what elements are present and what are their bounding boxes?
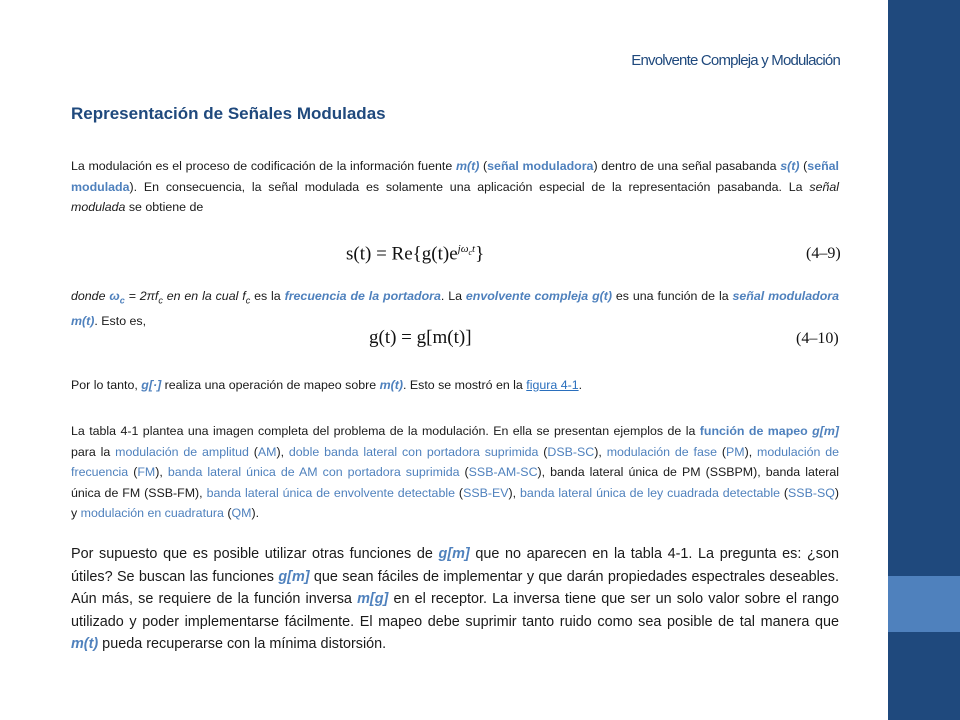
section-title: Representación de Señales Moduladas <box>71 104 386 123</box>
paragraph-donde: donde $\omega_c = 2\pi f_c$ en en la cual $f_c$ es la frecuencia de la portadora. La envolvente compleja g(t) es una función de la señal moduladora m(t). Esto es, <box>71 289 839 328</box>
equation-4-10: g(t) = g[m(t)] <box>369 327 472 348</box>
slide-header-title: Envolvente Compleja y Modulación <box>631 52 840 69</box>
sidebar-accent-block <box>888 576 960 632</box>
equation-4-9-number: (4–9) <box>806 245 841 262</box>
equation-4-9: $s(t) = Re\{g(t)e^{j\omega_ct}\}$ <box>346 243 485 265</box>
paragraph-intro: La modulación es el proceso de codificación de la información fuente m(t) (señal moduladora) dentro de una señal pasabanda s(t) (señal modulada). En consecuencia, la señal modulada es solamente una aplicación especial de la representación pasabanda. La señal modulada se obtiene de <box>71 159 839 214</box>
equation-4-10-number: (4–10) <box>796 330 839 347</box>
paragraph-tabla: La tabla 4-1 plantea una imagen completa del problema de la modulación. En ella se presentan ejemplos de la función de mapeo g[m] para la modulación de amplitud (AM), doble banda lateral con portadora suprimida (DSB-SC), modulación de fase (PM), modulación de frecuencia (FM), banda lateral única de AM con portadora suprimida (SSB-AM-SC), banda lateral única de PM (SSBPM), banda lateral única de FM (SSB-FM), banda lateral única de envolvente detectable (SSB-EV), banda lateral única de ley cuadrada detectable (SSB-SQ) y modulación en cuadratura (QM). <box>71 424 840 520</box>
paragraph-mapeo: Por lo tanto, g[·] realiza una operación de mapeo sobre m(t). Esto se mostró en la figura 4-1. <box>71 378 583 392</box>
figure-4-1-link[interactable]: figura 4-1 <box>526 378 579 392</box>
paragraph-funciones: Por supuesto que es posible utilizar otras funciones de g[m] que no aparecen en la tabla 4-1. La pregunta es: ¿son útiles? Se buscan las funciones g[m] que sean fáciles de implementar y que darán propiedades espectrales deseables. Aún más, se requiere de la función inversa m[g] en el receptor. La inversa tiene que ser un solo valor sobre el rango utilizado y poder implementarse fácilmente. El mapeo debe suprimir tanto ruido como sea posible de tal manera que m(t) pueda recuperarse con la mínima distorsión. <box>71 546 839 652</box>
